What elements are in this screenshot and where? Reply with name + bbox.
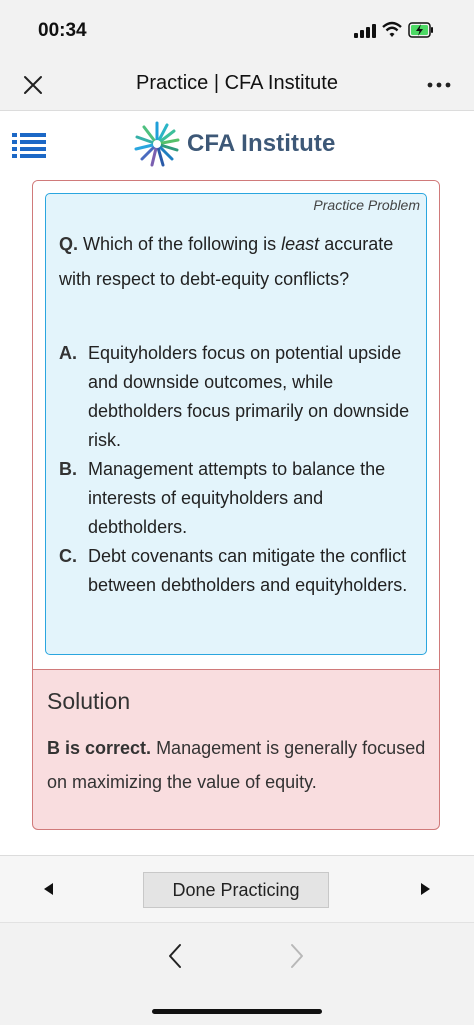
wifi-icon bbox=[382, 21, 402, 39]
status-bar bbox=[0, 0, 474, 60]
practice-problem-label: Practice Problem bbox=[313, 197, 420, 213]
practice-controls bbox=[0, 855, 474, 922]
card-question-area bbox=[33, 181, 439, 670]
answer-option-b bbox=[59, 455, 419, 542]
practice-problem-box bbox=[45, 193, 427, 655]
answer-text: Debt covenants can mitigate the conflict between debtholders and equityholders. bbox=[88, 546, 408, 595]
battery-charging-icon bbox=[408, 22, 434, 38]
answer-option-c bbox=[59, 542, 419, 600]
question-prefix: Q. bbox=[59, 234, 79, 254]
browser-nav-bar bbox=[0, 60, 474, 111]
done-practicing-button[interactable]: Done Practicing bbox=[143, 872, 329, 908]
answer-text: Equityholders focus on potential upside and downside outcomes, while debtholders focus primarily on downside risk. bbox=[88, 343, 410, 450]
home-indicator bbox=[152, 1009, 322, 1014]
question-text-before: Which of the following is bbox=[83, 234, 277, 254]
answer-letter: A. bbox=[59, 343, 77, 363]
status-icons bbox=[354, 20, 444, 42]
solution-explanation: Management is generally focused on maximizing the value of equity. bbox=[47, 738, 426, 792]
page-title: Practice | CFA Institute bbox=[136, 72, 338, 94]
forward-chevron-icon[interactable] bbox=[286, 941, 308, 971]
menu-list-icon[interactable] bbox=[12, 129, 46, 161]
solution-correct-label: B is correct. bbox=[47, 738, 152, 758]
solution-heading: Solution bbox=[47, 688, 131, 714]
previous-problem-arrow-icon[interactable] bbox=[44, 883, 53, 895]
answer-option-a bbox=[59, 339, 419, 455]
question-text-after: accurate with respect to debt-equity conflicts? bbox=[59, 234, 394, 289]
practice-card bbox=[32, 180, 440, 830]
question-emphasis: least bbox=[281, 234, 320, 254]
logo-text: CFA Institute bbox=[187, 130, 336, 157]
question-text bbox=[59, 227, 414, 297]
back-chevron-icon[interactable] bbox=[164, 941, 186, 971]
status-time: 00:34 bbox=[38, 20, 87, 41]
answer-letter: C. bbox=[59, 546, 77, 566]
answer-list bbox=[59, 339, 419, 600]
next-problem-arrow-icon[interactable] bbox=[421, 883, 430, 895]
answer-text: Management attempts to balance the interests of equityholders and debtholders. bbox=[88, 459, 386, 537]
browser-toolbar bbox=[0, 922, 474, 1025]
signal-icon bbox=[354, 24, 376, 38]
answer-letter: B. bbox=[59, 459, 77, 479]
solution-text bbox=[47, 731, 427, 799]
more-options-icon[interactable] bbox=[424, 72, 454, 98]
cfa-logo-icon bbox=[134, 121, 180, 167]
site-header bbox=[0, 111, 474, 177]
